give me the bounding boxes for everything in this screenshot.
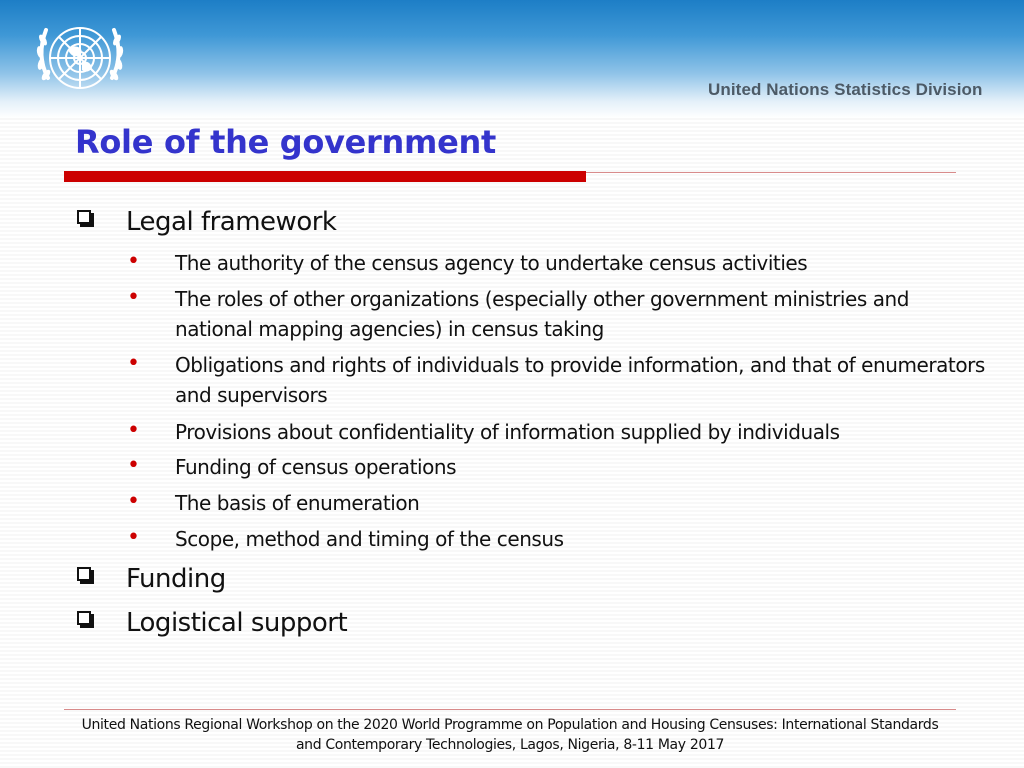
list-item-text: Scope, method and timing of the census	[175, 527, 564, 551]
list-item-text: The basis of enumeration	[175, 491, 420, 515]
footer-divider	[64, 709, 956, 710]
organization-name: United Nations Statistics Division	[708, 80, 983, 99]
list-item-text: Funding of census operations	[175, 455, 457, 479]
bullet-dot-icon: •	[127, 285, 140, 310]
section-label: Legal framework	[126, 207, 337, 237]
bullet-dot-icon: •	[127, 418, 140, 443]
checkbox-bullet-icon	[76, 207, 96, 227]
list-item-text: The roles of other organizations (especially other government ministries and national mapping agencies) in census taking	[175, 287, 910, 341]
list-item-text: Obligations and rights of individuals to provide information, and that of enumerators and supervisors	[175, 353, 985, 407]
list-item-text: The authority of the census agency to undertake census activities	[175, 251, 808, 275]
checkbox-bullet-icon	[76, 564, 96, 584]
bullet-dot-icon: •	[127, 525, 140, 550]
bullet-dot-icon: •	[127, 249, 140, 274]
title-underline-thick	[64, 171, 586, 182]
bullet-dot-icon: •	[127, 453, 140, 478]
footer-line-1: United Nations Regional Workshop on the 2020 World Programme on Population and Housing Censuses: International Standards	[81, 717, 939, 733]
section-label: Funding	[126, 564, 226, 594]
bullet-dot-icon: •	[127, 351, 140, 376]
footer-line-2: and Contemporary Technologies, Lagos, Nigeria, 8-11 May 2017	[295, 737, 725, 753]
slide-title: Role of the government	[75, 123, 496, 161]
bullet-dot-icon: •	[127, 489, 140, 514]
section-label: Logistical support	[126, 608, 348, 638]
checkbox-bullet-icon	[76, 608, 96, 628]
header-band	[0, 0, 1024, 118]
title-underline-thin	[586, 172, 956, 173]
list-item-text: Provisions about confidentiality of information supplied by individuals	[175, 420, 840, 444]
un-emblem-icon	[28, 8, 132, 112]
footer	[50, 715, 970, 755]
